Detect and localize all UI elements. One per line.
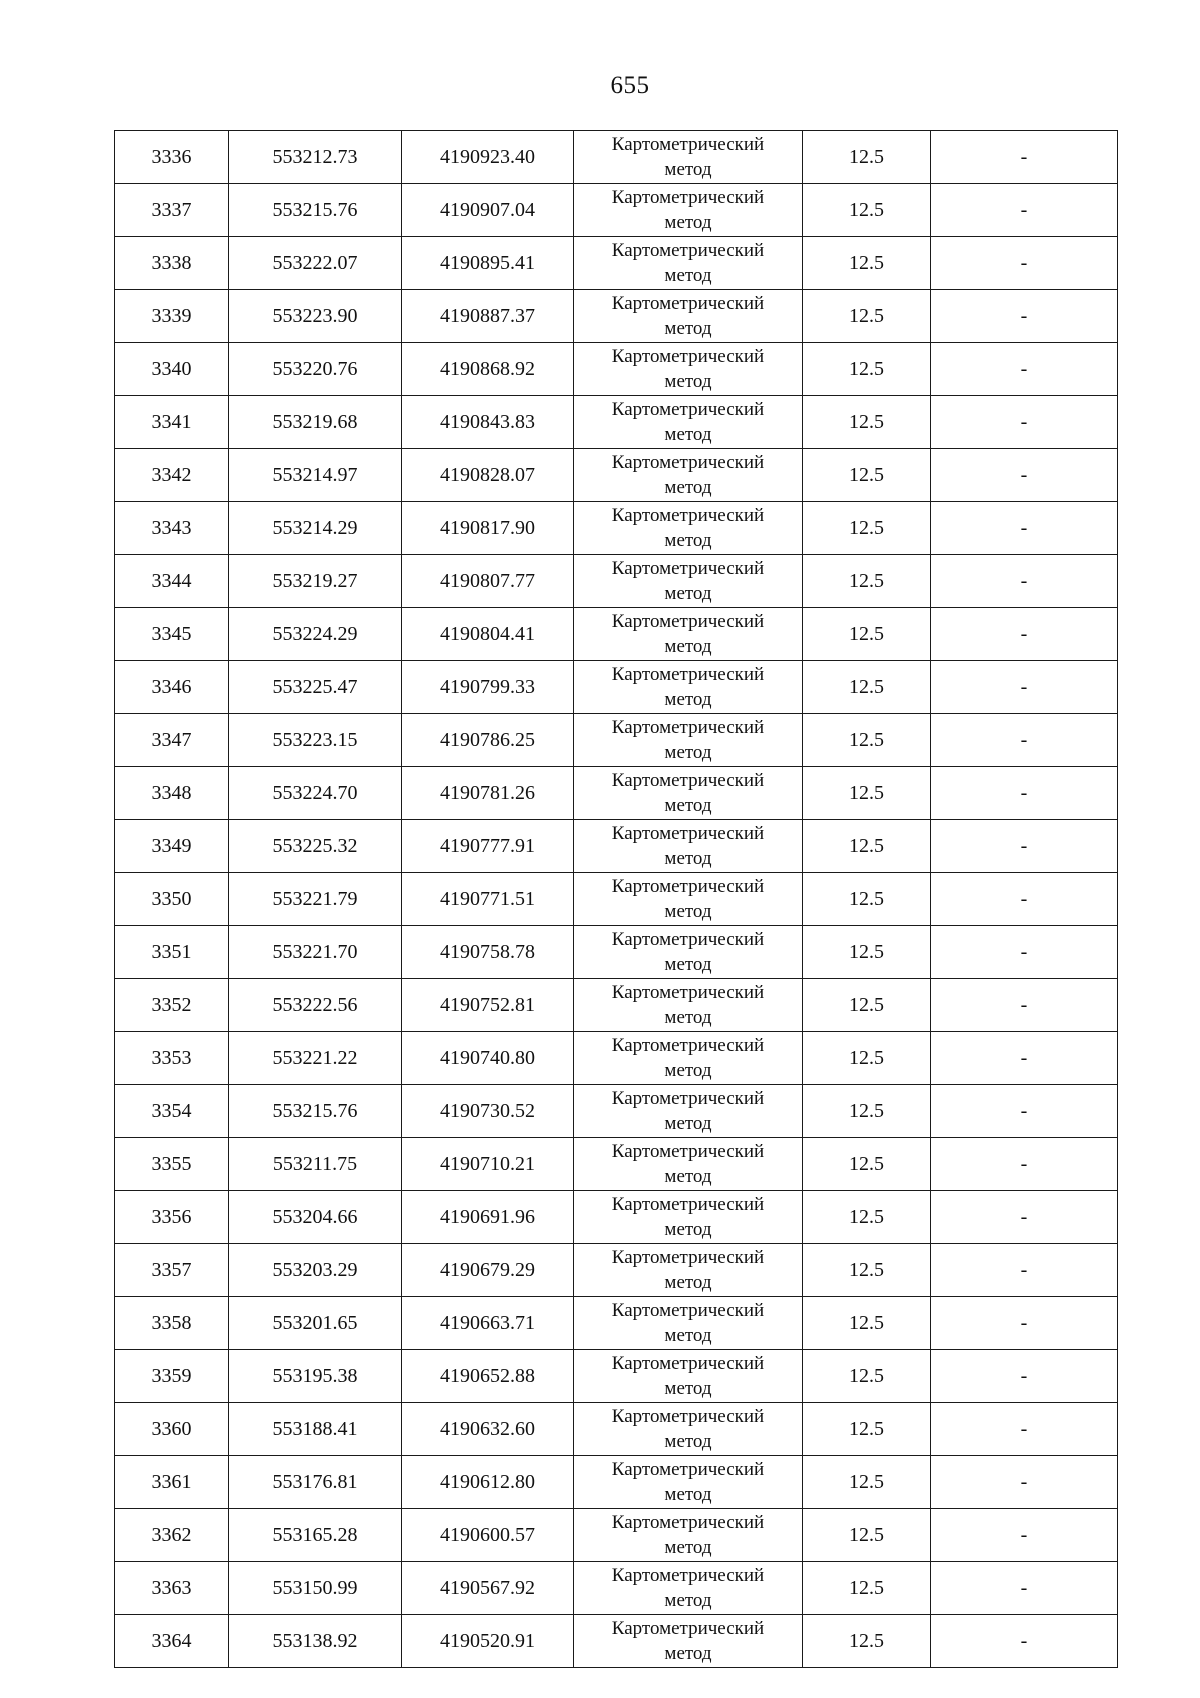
note-cell: - (931, 502, 1118, 555)
y-coordinate-cell: 4190612.80 (402, 1456, 574, 1509)
method-cell (574, 1191, 803, 1244)
note-cell: - (931, 1032, 1118, 1085)
y-coordinate-cell: 4190679.29 (402, 1244, 574, 1297)
method-text-line: метод (664, 954, 712, 975)
method-text-line: метод (664, 1431, 712, 1452)
accuracy-cell: 12.5 (803, 979, 931, 1032)
accuracy-cell: 12.5 (803, 1615, 931, 1668)
method-cell (574, 608, 803, 661)
method-cell (574, 979, 803, 1032)
method-text-line: метод (664, 1643, 712, 1664)
note-cell: - (931, 343, 1118, 396)
note-cell: - (931, 1350, 1118, 1403)
method-cell (574, 926, 803, 979)
accuracy-cell: 12.5 (803, 873, 931, 926)
point-number-cell: 3358 (115, 1297, 229, 1350)
note-cell: - (931, 555, 1118, 608)
table-row (115, 820, 1118, 873)
note-cell: - (931, 767, 1118, 820)
method-cell (574, 396, 803, 449)
point-number-cell: 3352 (115, 979, 229, 1032)
point-number-cell: 3348 (115, 767, 229, 820)
y-coordinate-cell: 4190758.78 (402, 926, 574, 979)
method-cell (574, 1456, 803, 1509)
method-cell (574, 1297, 803, 1350)
method-text-line: Картометрический (611, 1512, 765, 1533)
x-coordinate-cell: 553221.79 (229, 873, 402, 926)
table-row (115, 449, 1118, 502)
table-row (115, 1297, 1118, 1350)
y-coordinate-cell: 4190828.07 (402, 449, 574, 502)
table-row (115, 1085, 1118, 1138)
method-cell (574, 714, 803, 767)
accuracy-cell: 12.5 (803, 449, 931, 502)
method-text-line: Картометрический (611, 293, 765, 314)
accuracy-cell: 12.5 (803, 1297, 931, 1350)
method-text-line: метод (664, 318, 712, 339)
y-coordinate-cell: 4190781.26 (402, 767, 574, 820)
point-number-cell: 3354 (115, 1085, 229, 1138)
accuracy-cell: 12.5 (803, 555, 931, 608)
accuracy-cell: 12.5 (803, 926, 931, 979)
note-cell: - (931, 131, 1118, 184)
point-number-cell: 3345 (115, 608, 229, 661)
accuracy-cell: 12.5 (803, 661, 931, 714)
method-text-line: метод (664, 265, 712, 286)
accuracy-cell: 12.5 (803, 184, 931, 237)
table-row (115, 343, 1118, 396)
point-number-cell: 3353 (115, 1032, 229, 1085)
x-coordinate-cell: 553225.32 (229, 820, 402, 873)
table-row (115, 502, 1118, 555)
table-row (115, 979, 1118, 1032)
table-row (115, 1509, 1118, 1562)
note-cell: - (931, 1138, 1118, 1191)
method-text-line: Картометрический (611, 505, 765, 526)
x-coordinate-cell: 553222.56 (229, 979, 402, 1032)
note-cell: - (931, 449, 1118, 502)
method-cell (574, 820, 803, 873)
point-number-cell: 3346 (115, 661, 229, 714)
note-cell: - (931, 979, 1118, 1032)
point-number-cell: 3336 (115, 131, 229, 184)
method-cell (574, 767, 803, 820)
method-text-line: метод (664, 795, 712, 816)
method-text-line: метод (664, 1378, 712, 1399)
accuracy-cell: 12.5 (803, 237, 931, 290)
note-cell: - (931, 661, 1118, 714)
method-text-line: Картометрический (611, 1194, 765, 1215)
x-coordinate-cell: 553222.07 (229, 237, 402, 290)
note-cell: - (931, 290, 1118, 343)
x-coordinate-cell: 553212.73 (229, 131, 402, 184)
point-number-cell: 3361 (115, 1456, 229, 1509)
method-cell (574, 184, 803, 237)
point-number-cell: 3341 (115, 396, 229, 449)
note-cell: - (931, 608, 1118, 661)
accuracy-cell: 12.5 (803, 1562, 931, 1615)
point-number-cell: 3350 (115, 873, 229, 926)
method-text-line: метод (664, 477, 712, 498)
accuracy-cell: 12.5 (803, 714, 931, 767)
x-coordinate-cell: 553204.66 (229, 1191, 402, 1244)
table-row (115, 1032, 1118, 1085)
table-row (115, 714, 1118, 767)
y-coordinate-cell: 4190843.83 (402, 396, 574, 449)
table-row (115, 661, 1118, 714)
method-text-line: метод (664, 742, 712, 763)
table-row (115, 1244, 1118, 1297)
x-coordinate-cell: 553150.99 (229, 1562, 402, 1615)
note-cell: - (931, 926, 1118, 979)
table-row (115, 131, 1118, 184)
method-text-line: Картометрический (611, 1353, 765, 1374)
note-cell: - (931, 237, 1118, 290)
method-text-line: метод (664, 530, 712, 551)
note-cell: - (931, 1403, 1118, 1456)
method-text-line: метод (664, 901, 712, 922)
method-text-line: Картометрический (611, 1141, 765, 1162)
table-row (115, 1350, 1118, 1403)
point-number-cell: 3351 (115, 926, 229, 979)
method-cell (574, 449, 803, 502)
accuracy-cell: 12.5 (803, 343, 931, 396)
x-coordinate-cell: 553214.97 (229, 449, 402, 502)
method-text-line: Картометрический (611, 1300, 765, 1321)
method-text-line: Картометрический (611, 1459, 765, 1480)
table-body (115, 131, 1118, 1668)
method-cell (574, 661, 803, 714)
accuracy-cell: 12.5 (803, 1509, 931, 1562)
accuracy-cell: 12.5 (803, 1403, 931, 1456)
method-text-line: метод (664, 583, 712, 604)
x-coordinate-cell: 553221.22 (229, 1032, 402, 1085)
table-row (115, 396, 1118, 449)
table-row (115, 1191, 1118, 1244)
page-number: 655 (610, 72, 650, 99)
point-number-cell: 3343 (115, 502, 229, 555)
x-coordinate-cell: 553223.15 (229, 714, 402, 767)
x-coordinate-cell: 553224.29 (229, 608, 402, 661)
x-coordinate-cell: 553219.68 (229, 396, 402, 449)
y-coordinate-cell: 4190868.92 (402, 343, 574, 396)
method-cell (574, 131, 803, 184)
y-coordinate-cell: 4190730.52 (402, 1085, 574, 1138)
point-number-cell: 3364 (115, 1615, 229, 1668)
y-coordinate-cell: 4190600.57 (402, 1509, 574, 1562)
point-number-cell: 3339 (115, 290, 229, 343)
method-cell (574, 555, 803, 608)
table-row (115, 873, 1118, 926)
method-text-line: метод (664, 848, 712, 869)
method-cell (574, 1085, 803, 1138)
method-text-line: Картометрический (611, 1406, 765, 1427)
note-cell: - (931, 1244, 1118, 1297)
method-text-line: Картометрический (611, 452, 765, 473)
method-text-line: метод (664, 1007, 712, 1028)
accuracy-cell: 12.5 (803, 1138, 931, 1191)
table-row (115, 767, 1118, 820)
method-text-line: Картометрический (611, 611, 765, 632)
note-cell: - (931, 1085, 1118, 1138)
accuracy-cell: 12.5 (803, 1244, 931, 1297)
method-cell (574, 873, 803, 926)
method-text-line: метод (664, 689, 712, 710)
point-number-cell: 3338 (115, 237, 229, 290)
method-cell (574, 237, 803, 290)
x-coordinate-cell: 553215.76 (229, 1085, 402, 1138)
method-cell (574, 1615, 803, 1668)
method-text-line: метод (664, 1484, 712, 1505)
table-row (115, 1562, 1118, 1615)
method-text-line: метод (664, 636, 712, 657)
x-coordinate-cell: 553219.27 (229, 555, 402, 608)
x-coordinate-cell: 553201.65 (229, 1297, 402, 1350)
y-coordinate-cell: 4190652.88 (402, 1350, 574, 1403)
note-cell: - (931, 873, 1118, 926)
method-cell (574, 1509, 803, 1562)
method-cell (574, 1244, 803, 1297)
x-coordinate-cell: 553203.29 (229, 1244, 402, 1297)
note-cell: - (931, 1562, 1118, 1615)
method-text-line: Картометрический (611, 1035, 765, 1056)
accuracy-cell: 12.5 (803, 290, 931, 343)
x-coordinate-cell: 553214.29 (229, 502, 402, 555)
table-row (115, 555, 1118, 608)
y-coordinate-cell: 4190807.77 (402, 555, 574, 608)
y-coordinate-cell: 4190887.37 (402, 290, 574, 343)
table-row (115, 926, 1118, 979)
accuracy-cell: 12.5 (803, 396, 931, 449)
point-number-cell: 3337 (115, 184, 229, 237)
table-row (115, 608, 1118, 661)
method-text-line: Картометрический (611, 346, 765, 367)
method-text-line: Картометрический (611, 134, 765, 155)
method-text-line: Картометрический (611, 664, 765, 685)
method-cell (574, 343, 803, 396)
x-coordinate-cell: 553225.47 (229, 661, 402, 714)
accuracy-cell: 12.5 (803, 1191, 931, 1244)
point-number-cell: 3362 (115, 1509, 229, 1562)
y-coordinate-cell: 4190710.21 (402, 1138, 574, 1191)
method-cell (574, 502, 803, 555)
note-cell: - (931, 1297, 1118, 1350)
point-number-cell: 3349 (115, 820, 229, 873)
accuracy-cell: 12.5 (803, 767, 931, 820)
table-row (115, 184, 1118, 237)
y-coordinate-cell: 4190663.71 (402, 1297, 574, 1350)
note-cell: - (931, 1456, 1118, 1509)
x-coordinate-cell: 553165.28 (229, 1509, 402, 1562)
point-number-cell: 3342 (115, 449, 229, 502)
accuracy-cell: 12.5 (803, 1350, 931, 1403)
method-text-line: Картометрический (611, 876, 765, 897)
y-coordinate-cell: 4190923.40 (402, 131, 574, 184)
accuracy-cell: 12.5 (803, 820, 931, 873)
x-coordinate-cell: 553224.70 (229, 767, 402, 820)
method-text-line: Картометрический (611, 770, 765, 791)
x-coordinate-cell: 553220.76 (229, 343, 402, 396)
accuracy-cell: 12.5 (803, 1032, 931, 1085)
y-coordinate-cell: 4190740.80 (402, 1032, 574, 1085)
table-row (115, 1403, 1118, 1456)
method-text-line: метод (664, 1166, 712, 1187)
method-text-line: метод (664, 212, 712, 233)
method-cell (574, 1350, 803, 1403)
note-cell: - (931, 184, 1118, 237)
point-number-cell: 3360 (115, 1403, 229, 1456)
accuracy-cell: 12.5 (803, 502, 931, 555)
y-coordinate-cell: 4190771.51 (402, 873, 574, 926)
method-text-line: Картометрический (611, 1618, 765, 1639)
method-text-line: Картометрический (611, 1088, 765, 1109)
x-coordinate-cell: 553188.41 (229, 1403, 402, 1456)
method-text-line: Картометрический (611, 982, 765, 1003)
method-text-line: Картометрический (611, 187, 765, 208)
method-text-line: Картометрический (611, 1565, 765, 1586)
x-coordinate-cell: 553176.81 (229, 1456, 402, 1509)
x-coordinate-cell: 553138.92 (229, 1615, 402, 1668)
point-number-cell: 3357 (115, 1244, 229, 1297)
point-number-cell: 3340 (115, 343, 229, 396)
note-cell: - (931, 396, 1118, 449)
note-cell: - (931, 714, 1118, 767)
y-coordinate-cell: 4190804.41 (402, 608, 574, 661)
x-coordinate-cell: 553195.38 (229, 1350, 402, 1403)
method-text-line: метод (664, 424, 712, 445)
table-row (115, 1615, 1118, 1668)
point-number-cell: 3355 (115, 1138, 229, 1191)
method-text-line: Картометрический (611, 929, 765, 950)
method-text-line: метод (664, 1590, 712, 1611)
point-number-cell: 3344 (115, 555, 229, 608)
table-row (115, 290, 1118, 343)
coordinates-table (114, 130, 1118, 1668)
y-coordinate-cell: 4190777.91 (402, 820, 574, 873)
point-number-cell: 3356 (115, 1191, 229, 1244)
method-cell (574, 1562, 803, 1615)
note-cell: - (931, 1191, 1118, 1244)
method-text-line: метод (664, 371, 712, 392)
method-cell (574, 1138, 803, 1191)
y-coordinate-cell: 4190786.25 (402, 714, 574, 767)
method-text-line: метод (664, 1113, 712, 1134)
table-row (115, 237, 1118, 290)
y-coordinate-cell: 4190752.81 (402, 979, 574, 1032)
accuracy-cell: 12.5 (803, 1085, 931, 1138)
x-coordinate-cell: 553221.70 (229, 926, 402, 979)
y-coordinate-cell: 4190817.90 (402, 502, 574, 555)
point-number-cell: 3363 (115, 1562, 229, 1615)
x-coordinate-cell: 553215.76 (229, 184, 402, 237)
method-text-line: метод (664, 1272, 712, 1293)
accuracy-cell: 12.5 (803, 131, 931, 184)
method-text-line: Картометрический (611, 823, 765, 844)
accuracy-cell: 12.5 (803, 1456, 931, 1509)
table-row (115, 1456, 1118, 1509)
y-coordinate-cell: 4190907.04 (402, 184, 574, 237)
y-coordinate-cell: 4190799.33 (402, 661, 574, 714)
y-coordinate-cell: 4190632.60 (402, 1403, 574, 1456)
method-text-line: метод (664, 1537, 712, 1558)
note-cell: - (931, 1615, 1118, 1668)
y-coordinate-cell: 4190567.92 (402, 1562, 574, 1615)
point-number-cell: 3347 (115, 714, 229, 767)
x-coordinate-cell: 553211.75 (229, 1138, 402, 1191)
method-text-line: метод (664, 159, 712, 180)
method-text-line: метод (664, 1325, 712, 1346)
method-text-line: Картометрический (611, 558, 765, 579)
table-row (115, 1138, 1118, 1191)
y-coordinate-cell: 4190691.96 (402, 1191, 574, 1244)
method-cell (574, 1032, 803, 1085)
method-text-line: Картометрический (611, 240, 765, 261)
method-text-line: метод (664, 1219, 712, 1240)
method-text-line: Картометрический (611, 717, 765, 738)
method-text-line: метод (664, 1060, 712, 1081)
accuracy-cell: 12.5 (803, 608, 931, 661)
point-number-cell: 3359 (115, 1350, 229, 1403)
method-text-line: Картометрический (611, 399, 765, 420)
method-text-line: Картометрический (611, 1247, 765, 1268)
y-coordinate-cell: 4190895.41 (402, 237, 574, 290)
note-cell: - (931, 820, 1118, 873)
note-cell: - (931, 1509, 1118, 1562)
method-cell (574, 290, 803, 343)
x-coordinate-cell: 553223.90 (229, 290, 402, 343)
method-cell (574, 1403, 803, 1456)
y-coordinate-cell: 4190520.91 (402, 1615, 574, 1668)
